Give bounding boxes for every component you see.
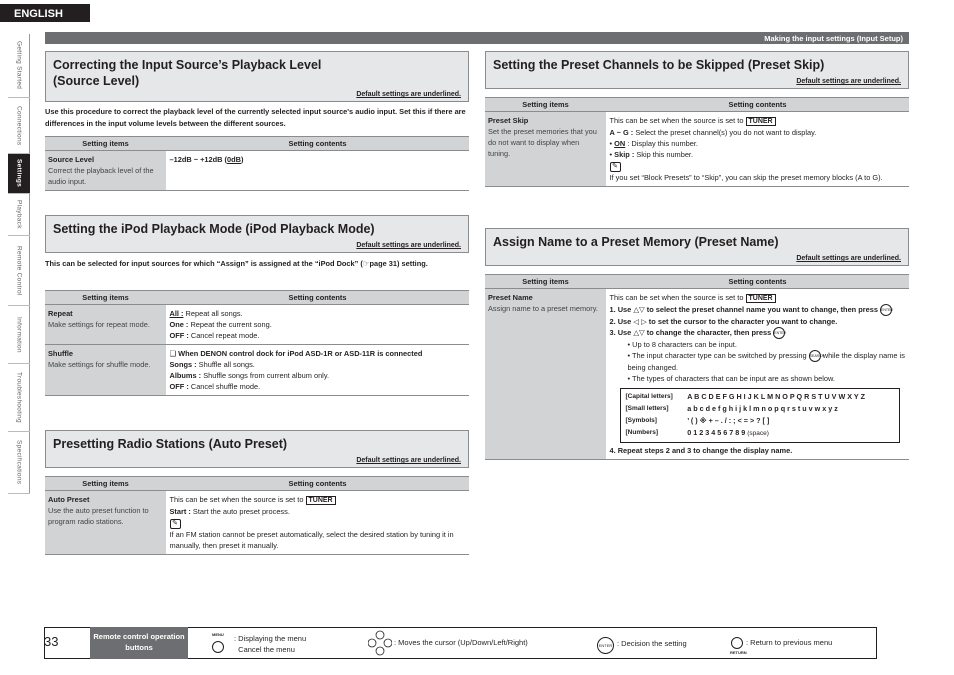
section-title: Setting the iPod Playback Mode (iPod Playback Mode) (53, 222, 375, 236)
nav-settings[interactable]: Settings (8, 154, 30, 194)
return-label: RETURN (730, 650, 747, 655)
section-title: Correcting the Input Source’s Playback Level (Source Level) (53, 58, 322, 88)
section-title: Presetting Radio Stations (Auto Preset) (53, 437, 288, 451)
tuner-badge: TUNER (746, 294, 776, 303)
source-level-range: –12dB ~ +12dB (0dB) (166, 151, 469, 191)
default-note: Default settings are underlined. (356, 91, 461, 98)
nav-playback[interactable]: Playback (8, 194, 30, 236)
nav-connections[interactable]: Connections (8, 98, 30, 154)
return-description: : Return to previous menu (746, 638, 833, 647)
section-preset-name-header (485, 228, 909, 266)
tuner-badge: TUNER (746, 117, 776, 126)
return-button-icon (731, 637, 743, 649)
default-note: Default settings are underlined. (796, 78, 901, 85)
source-level-intro: Use this procedure to correct the playback level of the currently selected input source's audio input. Set this if there are differences in the input volume levels between the different sources. (45, 107, 466, 128)
section-auto-preset-header (45, 430, 469, 468)
source-level-table: Setting items Setting contents Source Level Correct the playback level of the audio input. –12dB ~ +12dB (0dB) (45, 136, 469, 191)
auto-preset-table: Setting items Setting contents Auto Preset Use the auto preset function to program radio stations. This can be set when the source is set to TUNER Start : Start the auto preset process. ✎ If an FM station cannot be preset automatically, select the desired station by tuning it in manually, then preset it manually. (45, 476, 469, 555)
search-button-icon: SEARCH (809, 350, 821, 362)
section-title: Setting the Preset Channels to be Skipped (Preset Skip) (493, 58, 825, 72)
menu-description: : Displaying the menu Cancel the menu (234, 634, 307, 654)
remote-buttons-label: Remote control operation buttons (90, 627, 188, 659)
preset-skip-table: Setting items Setting contents Preset Skip Set the preset memories that you do not want to display when tuning. This can be set when the source is set to TUNER A ~ G : Select the preset channel(s) you do not want to display. • ON : Display this number. • Skip : Skip this number. ✎ If you set “Block Presets” to “Skip”, you can skip the preset memory blocks (A to G). (485, 97, 909, 187)
tuner-badge: TUNER (306, 496, 336, 505)
enter-button-icon: ENTER (880, 304, 892, 316)
nav-troubleshooting[interactable]: Troubleshooting (8, 364, 30, 432)
menu-label: MENU (212, 632, 224, 637)
enter-description: : Decision the setting (617, 639, 687, 648)
cursor-buttons-icon (368, 630, 392, 656)
enter-button-icon: ENTER (773, 327, 785, 339)
nav-remote-control[interactable]: Remote Control (8, 236, 30, 306)
nav-information[interactable]: Information (8, 306, 30, 364)
section-title: Assign Name to a Preset Memory (Preset Name) (493, 235, 779, 249)
default-note: Default settings are underlined. (356, 457, 461, 464)
note-icon: ✎ (610, 162, 621, 172)
nav-getting-started[interactable]: Getting Started (8, 34, 30, 98)
page-number: 33 (44, 634, 59, 649)
character-table: [Capital letters] A B C D E F G H I J K L M N O P Q R S T U V W X Y Z [Small letters] a b c d e f g h i j k l m n o p q r s t u v w x y z [Symbols] ’ ( ) ※ + – . / : ; < = > ? [ ] [Numbers] 0 1 2 3 4 5 6 7 8 9 (space) (620, 388, 901, 443)
default-note: Default settings are underlined. (796, 255, 901, 262)
note-icon: ✎ (170, 519, 181, 529)
preset-name-table: Setting items Setting contents Preset Name Assign name to a preset memory. This can be set when the source is set to TUNER 1. Use △▽ to select the preset channel name you want to change, then press ENTER 2. Use ◁ ▷ to set the cursor to the character you want to change. 3. Use △▽ to change the character, then press ENTER • Up to 8 characters can be input. • The input character type can be switched by pressing SEARCH while the display name is being changed. • The types of characters that can be input are as shown below. [Capital letters] A B C D E F G H I J K L M N O P Q R S T U V W X Y Z [Small letters] a b c d e f g h i j k l m n o p q r s t u v w x y z [Symbols] ’ ( ) ※ + – . / : ; < = > ? [ ] [Numbers] 0 1 2 3 4 5 6 7 8 9 (space) 4. Repeat steps 2 and 3 to change the display name. (485, 274, 909, 460)
ipod-intro: This can be selected for input sources for which “Assign” is assigned at the “iPod Dock” (☞page 31) setting. (45, 259, 428, 268)
ipod-table: Setting items Setting contents Repeat Make settings for repeat mode. All : Repeat all songs. One : Repeat the current song. OFF : Cancel repeat mode. Shuffle Make settings for shuffle mode. ❑ When DENON control dock for iPod ASD-1R or ASD-11R is connected Songs : Shuffle all songs. Albums : Shuffle songs from current album only. OFF : Cancel shuffle mode. (45, 290, 469, 396)
default-note: Default settings are underlined. (356, 242, 461, 249)
enter-button-icon: ENTER (597, 637, 614, 654)
nav-specifications[interactable]: Specifications (8, 432, 30, 494)
side-navigation (4, 34, 30, 494)
page-header: Making the input settings (Input Setup) (45, 32, 909, 44)
section-source-level-header (45, 51, 469, 102)
section-preset-skip-header (485, 51, 909, 89)
menu-button-icon (212, 641, 224, 653)
language-label: ENGLISH (0, 4, 90, 22)
section-ipod-playback-header (45, 215, 469, 253)
cursor-description: : Moves the cursor (Up/Down/Left/Right) (394, 638, 528, 647)
